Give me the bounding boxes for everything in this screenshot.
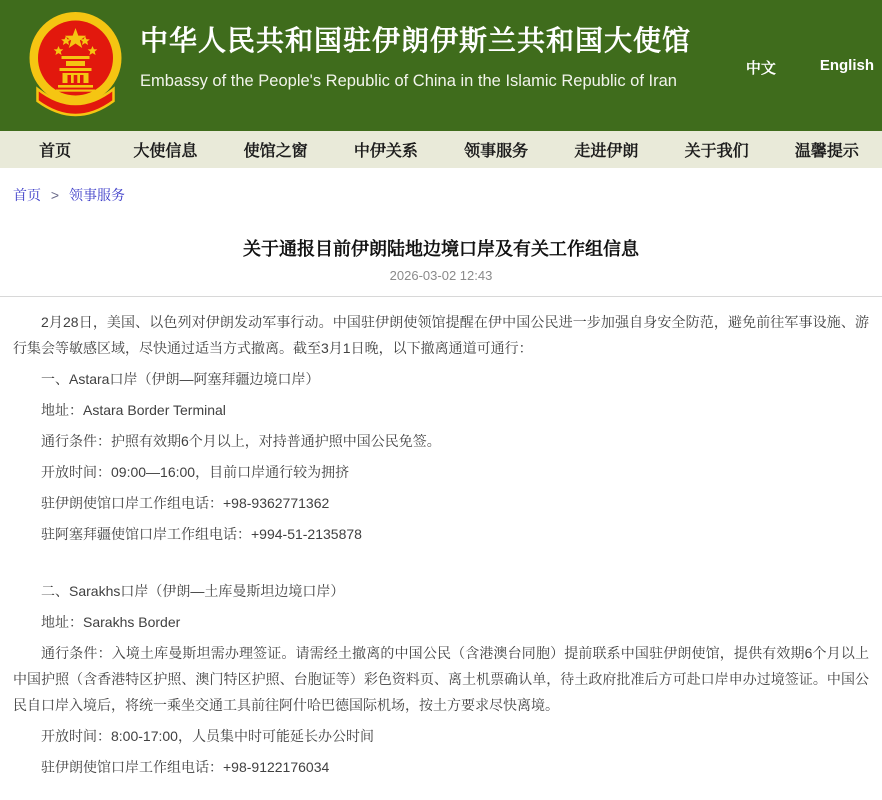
nav-item[interactable]: 温馨提示: [794, 143, 859, 160]
nav-item[interactable]: 首页: [39, 143, 72, 160]
breadcrumb-current-link[interactable]: 领事服务: [68, 187, 125, 203]
article-paragraph: 驻伊朗使馆口岸工作组电话：+98-9362771362: [41, 494, 330, 511]
china-national-emblem-icon: [27, 7, 124, 125]
article-date: 2026-03-02 12:43: [389, 268, 493, 283]
breadcrumb: [0, 168, 882, 205]
language-switch: [746, 57, 874, 78]
lang-link-chinese[interactable]: 中文: [745, 60, 776, 77]
breadcrumb-separator: >: [50, 187, 60, 203]
article-paragraph: 通行条件：入境土库曼斯坦需办理签证。请需经土撤离的中国公民（含港澳台同胞）提前联系中国驻伊朗使馆，提供有效期6个月以上中国护照（含香港特区护照、澳门特区护照、台胞证等）彩色资料页、离土机票确认单，待土政府批准后方可赴口岸申办过境签证。中国公民自口岸入境后，将统一乘坐交通工具前往阿什哈巴德国际机场，按土方要求尽快离境。: [13, 644, 869, 713]
embassy-title-en: Embassy of the People's Republic of China in the Islamic Republic of Iran: [140, 71, 677, 90]
breadcrumb-home-link[interactable]: 首页: [13, 187, 41, 203]
header-titles: [140, 24, 691, 91]
article-paragraph: 地址：Astara Border Terminal: [41, 401, 226, 418]
nav-item[interactable]: 大使信息: [133, 143, 198, 160]
article-paragraph: 驻阿塞拜疆使馆口岸工作组电话：+994-51-2135878: [41, 525, 362, 542]
article-paragraph: [13, 549, 869, 575]
site-header: [0, 0, 882, 131]
nav-item[interactable]: 领事服务: [464, 143, 529, 160]
article-paragraph: 地址：Sarakhs Border: [41, 613, 181, 630]
article-paragraph: 一、Astara口岸（伊朗—阿塞拜疆边境口岸）: [41, 370, 320, 387]
nav-item[interactable]: 关于我们: [684, 143, 749, 160]
nav-item[interactable]: 使馆之窗: [243, 143, 308, 160]
nav-item[interactable]: 中伊关系: [353, 143, 418, 160]
article-paragraph: 开放时间：09:00—16:00，目前口岸通行较为拥挤: [41, 463, 350, 480]
article-body: [0, 297, 882, 782]
article-paragraph: 二、Sarakhs口岸（伊朗—土库曼斯坦边境口岸）: [41, 582, 345, 599]
main-nav: [0, 131, 882, 168]
article-paragraph: 通行条件：护照有效期6个月以上，对持普通护照中国公民免签。: [41, 432, 441, 449]
article-paragraph: 驻伊朗使馆口岸工作组电话：+98-9122176034: [41, 758, 330, 775]
article-title: 关于通报目前伊朗陆地边境口岸及有关工作组信息: [243, 239, 639, 259]
lang-link-english[interactable]: English: [819, 57, 874, 74]
article-paragraph: 2月28日，美国、以色列对伊朗发动军事行动。中国驻伊朗使领馆提醒在伊中国公民进一步加强自身安全防范，避免前往军事设施、游行集会等敏感区域，尽快通过适当方式撤离。截至3月1日晚，以下撤离通道可通行：: [13, 313, 869, 356]
nav-item[interactable]: 走进伊朗: [574, 143, 639, 160]
embassy-title-zh: 中华人民共和国驻伊朗伊斯兰共和国大使馆: [140, 25, 692, 56]
article: [0, 235, 882, 782]
article-paragraph: 开放时间：8:00-17:00，人员集中时可能延长办公时间: [41, 727, 374, 744]
